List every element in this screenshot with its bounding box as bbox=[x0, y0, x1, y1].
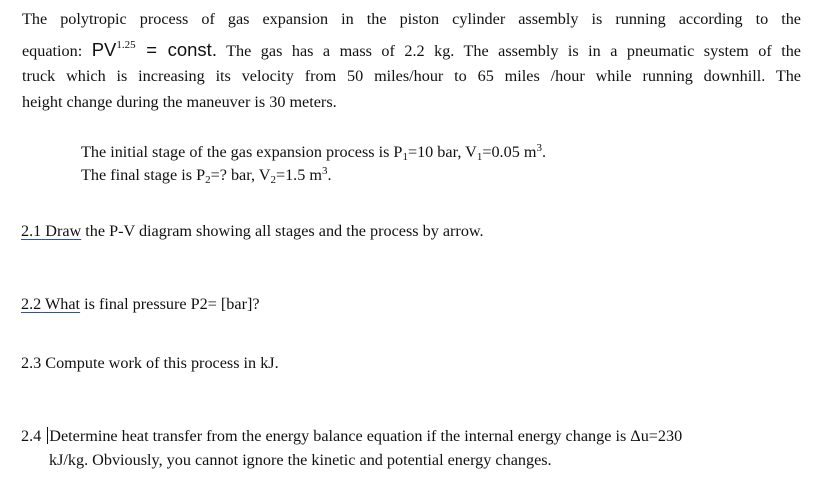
m3-superscript: 3 bbox=[536, 142, 542, 154]
final-stage-end: . bbox=[327, 166, 332, 184]
question-2-3: 2.3 Compute work of this process in kJ. bbox=[21, 354, 279, 372]
question-2-1-number bbox=[21, 222, 81, 240]
question-2-1 bbox=[21, 222, 484, 241]
question-2-1-text: the P-V diagram showing all stages and the process by arrow. bbox=[81, 222, 484, 240]
equation-exponent: 1.25 bbox=[116, 38, 136, 51]
final-stage bbox=[81, 164, 546, 187]
question-2-4 bbox=[21, 425, 682, 472]
m3-superscript-2: 3 bbox=[321, 165, 328, 177]
question-2-2-text: is final pressure P2= [bar]? bbox=[80, 295, 260, 313]
v1-subscript: 1 bbox=[476, 151, 483, 163]
initial-stage-text-c: =0.05 m bbox=[482, 143, 537, 161]
question-2-2 bbox=[21, 295, 260, 314]
intro-line-1: The polytropic process of gas expansion in the piston cylinder assembly is running according to the bbox=[22, 10, 801, 28]
initial-stage-end: . bbox=[541, 143, 546, 161]
final-stage-text: The final stage is P bbox=[81, 166, 206, 184]
q4-num: 2.4 bbox=[21, 427, 46, 445]
equation-label: equation: bbox=[22, 41, 92, 60]
equation-const: = const. bbox=[135, 38, 217, 60]
initial-stage bbox=[81, 141, 546, 164]
q4-text-1: Determine heat transfer from the energy balance equation if the internal energy change is Δu=230 bbox=[49, 427, 683, 445]
problem-statement bbox=[22, 7, 801, 115]
v2-subscript: 2 bbox=[270, 174, 276, 186]
q1-word: Draw bbox=[45, 222, 82, 240]
final-stage-text-b: =? bar, V bbox=[210, 166, 271, 184]
p2-subscript: 2 bbox=[205, 174, 211, 186]
p1-subscript: 1 bbox=[402, 151, 408, 163]
initial-stage-text: The initial stage of the gas expansion process is P bbox=[81, 143, 403, 161]
initial-stage-text-b: =10 bar, V bbox=[407, 143, 477, 161]
q2-word: What bbox=[45, 295, 81, 313]
question-2-4-line-2: kJ/kg. Obviously, you cannot ignore the kinetic and potential energy changes. bbox=[49, 450, 552, 469]
question-2-2-number bbox=[21, 295, 80, 313]
intro-line-4: height change during the maneuver is 30 meters. bbox=[22, 92, 337, 111]
q1-num: 2.1 bbox=[21, 222, 42, 240]
q2-num: 2.2 bbox=[21, 295, 42, 313]
question-2-4-line-1 bbox=[21, 427, 682, 445]
equation-pv: PV bbox=[91, 38, 117, 60]
final-stage-text-c: =1.5 m bbox=[275, 166, 322, 184]
intro-line-2 bbox=[22, 33, 801, 65]
intro-line-3: truck which is increasing its velocity from 50 miles/hour to 65 miles /hour while running downhill. The bbox=[22, 67, 801, 85]
intro-line-2-rest: The gas has a mass of 2.2 kg. The assembly is in a pneumatic system of the bbox=[216, 41, 801, 60]
process-stages bbox=[81, 141, 546, 187]
